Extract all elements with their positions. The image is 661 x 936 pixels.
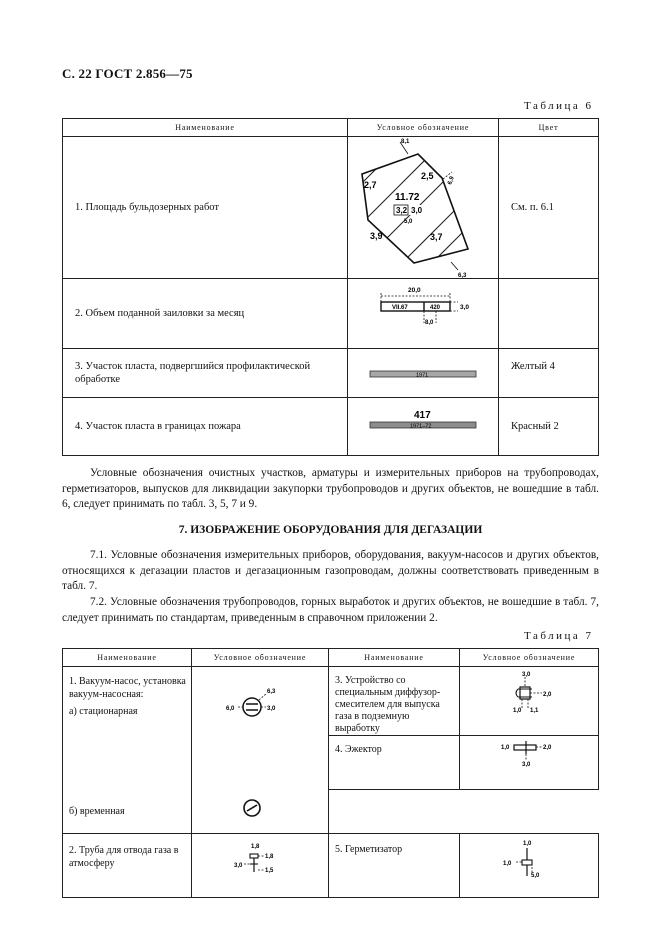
table-row: [63, 833, 599, 897]
fire-area-symbol: [348, 398, 499, 456]
dim-label: 2,0: [543, 745, 552, 751]
dim-label: 1,0: [523, 840, 532, 847]
dim-label: 6,3: [458, 273, 467, 279]
sealer-symbol: [460, 833, 599, 897]
ejector-symbol: [460, 736, 599, 790]
table-row: [63, 667, 599, 736]
row-name: 3. Устройство со специальным диффузор-смесителем для выпуска газа в подземную выработку: [329, 667, 460, 736]
bulldozer-area-figure: [348, 137, 498, 279]
dim-label: 8,1: [401, 139, 410, 145]
row-name: 4. Участок пласта в границах пожара: [63, 398, 348, 456]
dim-label: 3,9: [370, 231, 383, 241]
row-color: Красный 2: [499, 398, 599, 456]
dim-label: 2,0: [543, 692, 552, 698]
dim-label: 1,5: [265, 867, 274, 874]
backfill-volume-figure: [348, 279, 498, 345]
table-row: [63, 137, 599, 279]
section-title: 7. ИЗОБРАЖЕНИЕ ОБОРУДОВАНИЯ ДЛЯ ДЕГАЗАЦИИ: [178, 524, 483, 536]
ejector-figure: [460, 736, 594, 786]
dim-label: 1,8: [265, 853, 274, 860]
row-color: [499, 279, 599, 349]
row-name: 2. Труба для отвода газа в атмосферу: [63, 833, 192, 897]
page-header: С. 22 ГОСТ 2.856—75: [62, 66, 193, 81]
prophylaxis-figure: [348, 349, 498, 394]
dim-label: 2,7: [364, 180, 377, 190]
dim-label: 6,3: [267, 689, 276, 695]
dim-label: 420: [430, 305, 441, 311]
row-name: б) временная: [63, 790, 192, 834]
row-name: 1. Площадь бульдозерных работ: [63, 137, 348, 279]
dim-label: 3,7: [430, 232, 443, 242]
row-name: 2. Объем поданной заиловки за месяц: [63, 279, 348, 349]
dim-label: 11.72: [395, 192, 420, 203]
table-row: [63, 279, 599, 349]
row-color: См. п. 6.1: [499, 137, 599, 279]
table7-caption: Таблица 7: [524, 630, 594, 642]
dim-label: 1,0: [513, 708, 522, 714]
dim-label: 3,0: [234, 862, 243, 869]
year-label: 1971: [416, 372, 429, 379]
temporary-pump-figure: [192, 790, 328, 830]
dim-label: 3,2: [396, 206, 408, 215]
fire-number-label: 417: [414, 410, 431, 421]
table6-caption: Таблица 6: [524, 100, 594, 112]
bulldozer-area-symbol: [348, 137, 499, 279]
table7-col-name-right: Наименование: [329, 649, 460, 667]
pump-sub-a: а) стационарная: [69, 706, 138, 717]
stationary-pump-figure: [192, 667, 328, 725]
table6-col-color: Цвет: [499, 119, 599, 137]
row-name: 4. Эжектор: [329, 736, 460, 790]
dim-label: 3,0: [267, 706, 276, 712]
temporary-pump-symbol: [192, 790, 329, 834]
pump-title: 1. Вакуум-насос, установка вакуум-насосная:: [69, 676, 186, 700]
dim-label: 8,0: [425, 320, 434, 326]
dim-label: 3,0: [411, 206, 423, 215]
row-color: Желтый 4: [499, 349, 599, 398]
sealer-figure: [460, 834, 594, 894]
years-label: 1971–72: [410, 423, 432, 430]
table7-col-symbol-right: Условное обозначение: [460, 649, 599, 667]
stationary-pump-symbol: [192, 667, 329, 790]
dim-label: 6,9: [447, 175, 456, 186]
dim-label: 20,0: [408, 287, 421, 294]
paragraph: Условные обозначения очистных участков, арматуры и измерительных приборов на трубопроводах, герметизаторов, выпусков для ликвидации закупорки трубопроводов и других объектов, не вошедшие в табл. 6, следует принимать по табл. 3, 5, 7 и 9.: [62, 467, 599, 510]
fire-area-figure: [348, 398, 498, 452]
table6: [62, 118, 599, 456]
table7-col-symbol-left: Условное обозначение: [192, 649, 329, 667]
table6-col-symbol: Условное обозначение: [348, 119, 499, 137]
vent-pipe-symbol: [192, 833, 329, 897]
row-name: 3. Участок пласта, подвергшийся профилактической обработке: [63, 349, 348, 398]
diffuser-device-figure: [460, 667, 594, 725]
dim-label: VII.67: [392, 305, 408, 311]
dim-label: 1,1: [530, 708, 539, 714]
dim-label: 2,5: [421, 171, 434, 181]
diffuser-device-symbol: [460, 667, 599, 736]
dim-label: 6,0: [226, 706, 235, 712]
vent-pipe-figure: [192, 834, 328, 894]
dim-label: 3,0: [460, 304, 470, 311]
paragraph: 7.1. Условные обозначения измерительных приборов, оборудования, вакуум-насосов и других объектов, относящихся к дегазации пластов и дегазационным газопроводам, должны соответствовать приведенным в табл. 7.: [62, 549, 599, 592]
dim-label: 1,0: [501, 745, 510, 751]
dim-label: 5,0: [404, 219, 413, 225]
dim-label: 3,0: [522, 672, 531, 678]
table7-col-name-left: Наименование: [63, 649, 192, 667]
table-row: [63, 398, 599, 456]
row-name: [63, 667, 192, 790]
prophylaxis-symbol: [348, 349, 499, 398]
dim-label: 5,0: [531, 872, 540, 879]
dim-label: 1,0: [503, 860, 512, 867]
dim-label: 3,0: [522, 762, 531, 768]
dim-label: 1,8: [251, 843, 260, 850]
paragraph: 7.2. Условные обозначения трубопроводов, горных выработок и других объектов, не вошедшие в табл. 7, следует принимать по стандартам, приведенным в справочном приложении 2.: [62, 596, 599, 624]
table6-col-name: Наименование: [63, 119, 348, 137]
backfill-volume-symbol: [348, 279, 499, 349]
table7: [62, 648, 599, 898]
row-name: 5. Герметизатор: [329, 833, 460, 897]
table-row: [63, 349, 599, 398]
